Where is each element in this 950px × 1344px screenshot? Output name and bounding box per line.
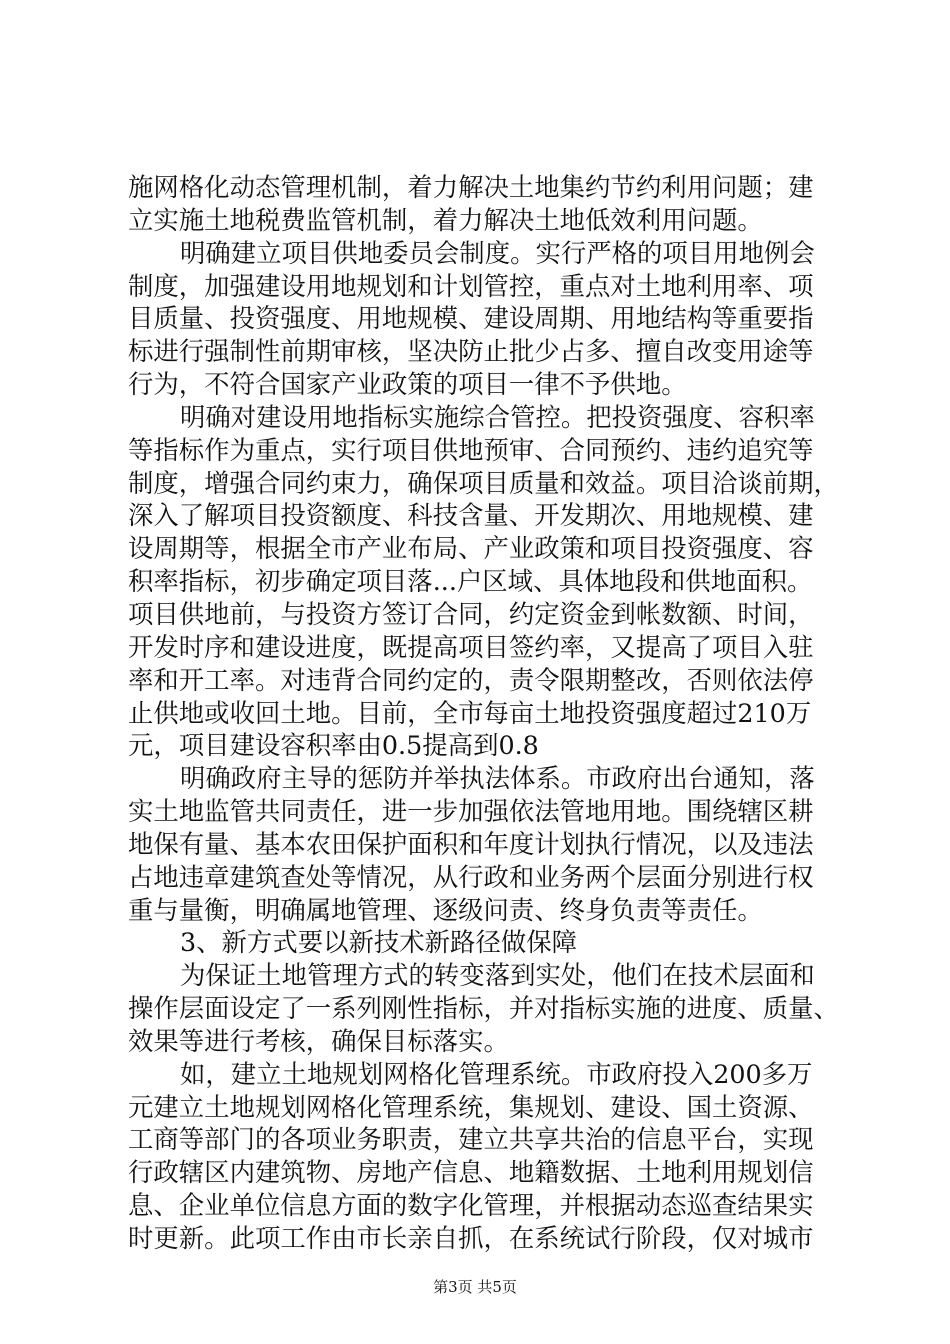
text-line: 制度，加强建设用地规划和计划管控，重点对土地利用率、项: [128, 270, 814, 301]
text-line: 开发时序和建设进度，既提高项目签约率，又提高了项目入驻: [128, 631, 814, 662]
paragraph-start-line: 明确对建设用地指标实施综合管控。把投资强度、容积率: [180, 401, 815, 432]
section-heading: 3、新方式要以新技术新路径做保障: [180, 927, 578, 958]
text-line: 实土地监管共同责任，进一步加强依法管地用地。围绕辖区耕: [128, 796, 814, 827]
text-line: 行政辖区内建筑物、房地产信息、地籍数据、土地利用规划信: [128, 1157, 814, 1188]
text-line: 积率指标，初步确定项目落...户区域、具体地段和供地面积。: [128, 566, 813, 597]
text-line: 元，项目建设容积率由0.5提高到0.8: [128, 730, 539, 761]
paragraph-start-line: 明确建立项目供地委员会制度。实行严格的项目用地例会: [180, 237, 815, 268]
text-line: 止供地或收回土地。目前，全市每亩土地投资强度超过210万: [128, 697, 812, 728]
text-line: 制度，增强合同约束力，确保项目质量和效益。项目洽谈前期，: [128, 467, 839, 498]
text-line: 项目供地前，与投资方签订合同，约定资金到帐数额、时间，: [128, 598, 814, 629]
text-line: 深入了解项目投资额度、科技含量、开发期次、用地规模、建: [128, 500, 814, 531]
paragraph-start-line: 为保证土地管理方式的转变落到实处，他们在技术层面和: [180, 960, 815, 991]
text-line: 工商等部门的各项业务职责，建立共享共治的信息平台，实现: [128, 1124, 814, 1155]
text-line: 率和开工率。对违背合同约定的，责令限期整改，否则依法停: [128, 664, 814, 695]
text-line: 元建立土地规划网格化管理系统，集规划、建设、国土资源、: [128, 1091, 814, 1122]
text-line: 息、企业单位信息方面的数字化管理，并根据动态巡查结果实: [128, 1190, 814, 1221]
text-line: 立实施土地税费监管机制，着力解决土地低效利用问题。: [128, 204, 763, 235]
text-line: 重与量衡，明确属地管理、逐级问责、终身负责等责任。: [128, 894, 763, 925]
page-number-label: 第3页 共5页: [433, 1278, 517, 1296]
text-line: 行为，不符合国家产业政策的项目一律不予供地。: [128, 369, 687, 400]
paragraph-start-line: 明确政府主导的惩防并举执法体系。市政府出台通知，落: [180, 763, 815, 794]
text-line: 占地违章建筑查处等情况，从行政和业务两个层面分别进行权: [128, 861, 814, 892]
paragraph-start-line: 如，建立土地规划网格化管理系统。市政府投入200多万: [180, 1058, 813, 1089]
text-line: 效果等进行考核，确保目标落实。: [128, 1025, 509, 1056]
document-body: [128, 172, 838, 1256]
text-line: 地保有量、基本农田保护面积和年度计划执行情况，以及违法: [128, 828, 814, 859]
text-line: 等指标作为重点，实行项目供地预审、合同预约、违约追究等: [128, 434, 814, 465]
page-footer: [0, 1277, 950, 1297]
text-line: 设周期等，根据全市产业布局、产业政策和项目投资强度、容: [128, 533, 814, 564]
text-line: 标进行强制性前期审核，坚决防止批少占多、擅自改变用途等: [128, 336, 814, 367]
text-line: 操作层面设定了一系列刚性指标，并对指标实施的进度、质量、: [128, 993, 839, 1024]
text-line: 施网格化动态管理机制，着力解决土地集约节约利用问题；建: [128, 172, 814, 202]
text-line: 时更新。此项工作由市长亲自抓，在系统试行阶段，仅对城市: [128, 1223, 814, 1253]
text-line: 目质量、投资强度、用地规模、建设周期、用地结构等重要指: [128, 303, 814, 334]
